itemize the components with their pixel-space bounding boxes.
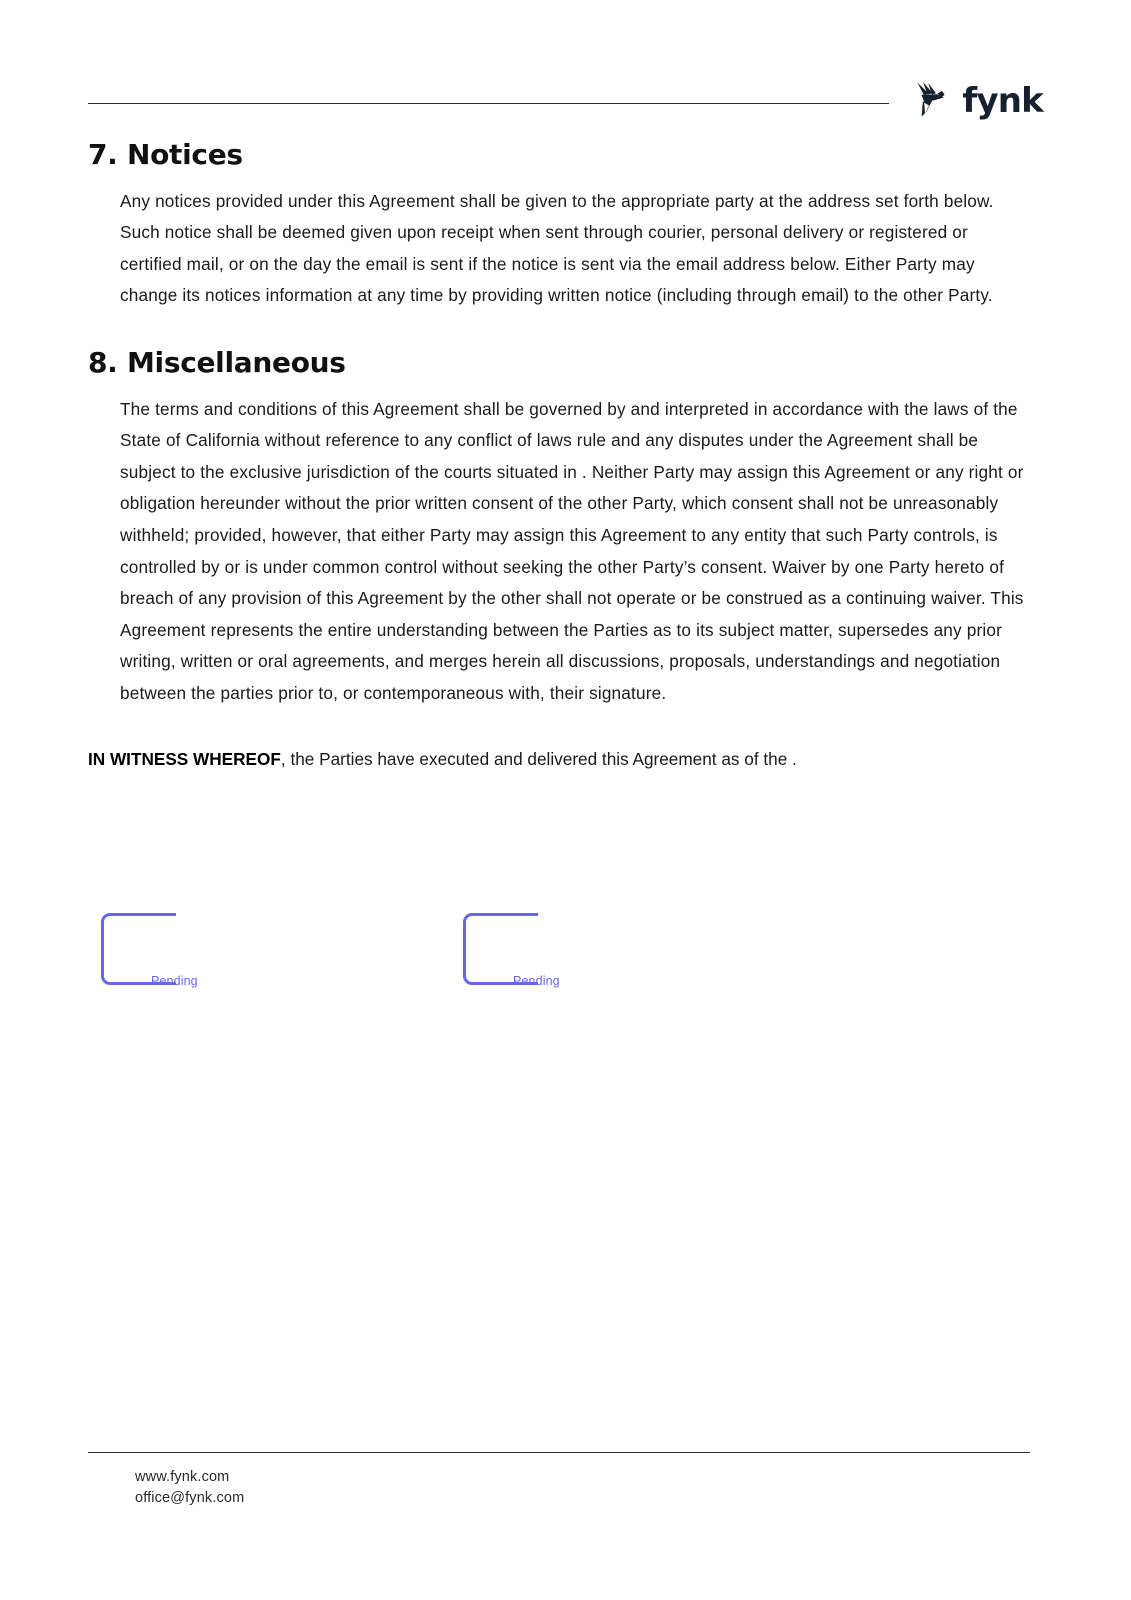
brand-logo — [911, 80, 1043, 120]
witness-clause — [88, 744, 1028, 776]
page-header — [88, 78, 1043, 138]
document-body — [88, 138, 1028, 775]
signature-status-party-1: Pending — [151, 974, 198, 988]
section-miscellaneous — [88, 346, 1028, 710]
footer-contact — [135, 1467, 1030, 1509]
header-divider — [88, 103, 889, 104]
section-body-notices: Any notices provided under this Agreement shall be given to the appropriate party at the address set forth below. Such notice shall be deemed given upon receipt when sent through courier, personal delivery or registered or certified mail, or on the day the email is sent if the notice is sent via the email address below. Either Party may change its notices information at any time by providing written notice (including through email) to the other Party. — [120, 190, 994, 306]
section-notices — [88, 138, 1028, 312]
brand-wordmark: fynk — [962, 81, 1043, 121]
witness-lead: IN WITNESS WHEREOF — [88, 748, 281, 769]
origami-bird-icon — [911, 80, 953, 120]
footer-website[interactable]: www.fynk.com — [135, 1469, 230, 1485]
section-heading-notices: 7. Notices — [88, 138, 243, 171]
section-body-miscellaneous: The terms and conditions of this Agreement shall be governed by and interpreted in accordance with the laws of the State of California without reference to any conflict of laws rule and any disputes under the Agreement shall be subject to the exclusive jurisdiction of the courts situated in . Neither Party may assign this Agreement or any right or obligation hereunder without the prior written consent of the other Party, which consent shall not be unreasonably withheld; provided, however, that either Party may assign this Agreement to any entity that such Party controls, is controlled by or is under common control without seeking the other Party’s consent. Waiver by one Party hereto of breach of any provision of this Agreement by the other shall not operate or be construed as a continuing waiver. This Agreement represents the entire understanding between the Parties as to its subject matter, supersedes any prior writing, written or oral agreements, and merges herein all discussions, proposals, understandings and negotiation between the parties prior to, or contemporaneous with, their signature. — [120, 398, 1024, 703]
page-footer — [88, 1452, 1030, 1509]
signature-block-party-2[interactable] — [463, 905, 723, 995]
section-heading-miscellaneous: 8. Miscellaneous — [88, 345, 346, 379]
footer-divider — [88, 1452, 1030, 1453]
footer-email[interactable]: office@fynk.com — [135, 1490, 245, 1506]
witness-rest: , the Parties have executed and delivered this Agreement as of the . — [280, 748, 797, 769]
signature-status-party-2: Pending — [513, 974, 560, 988]
signature-row — [88, 905, 1028, 1001]
signature-block-party-1[interactable] — [101, 905, 361, 995]
